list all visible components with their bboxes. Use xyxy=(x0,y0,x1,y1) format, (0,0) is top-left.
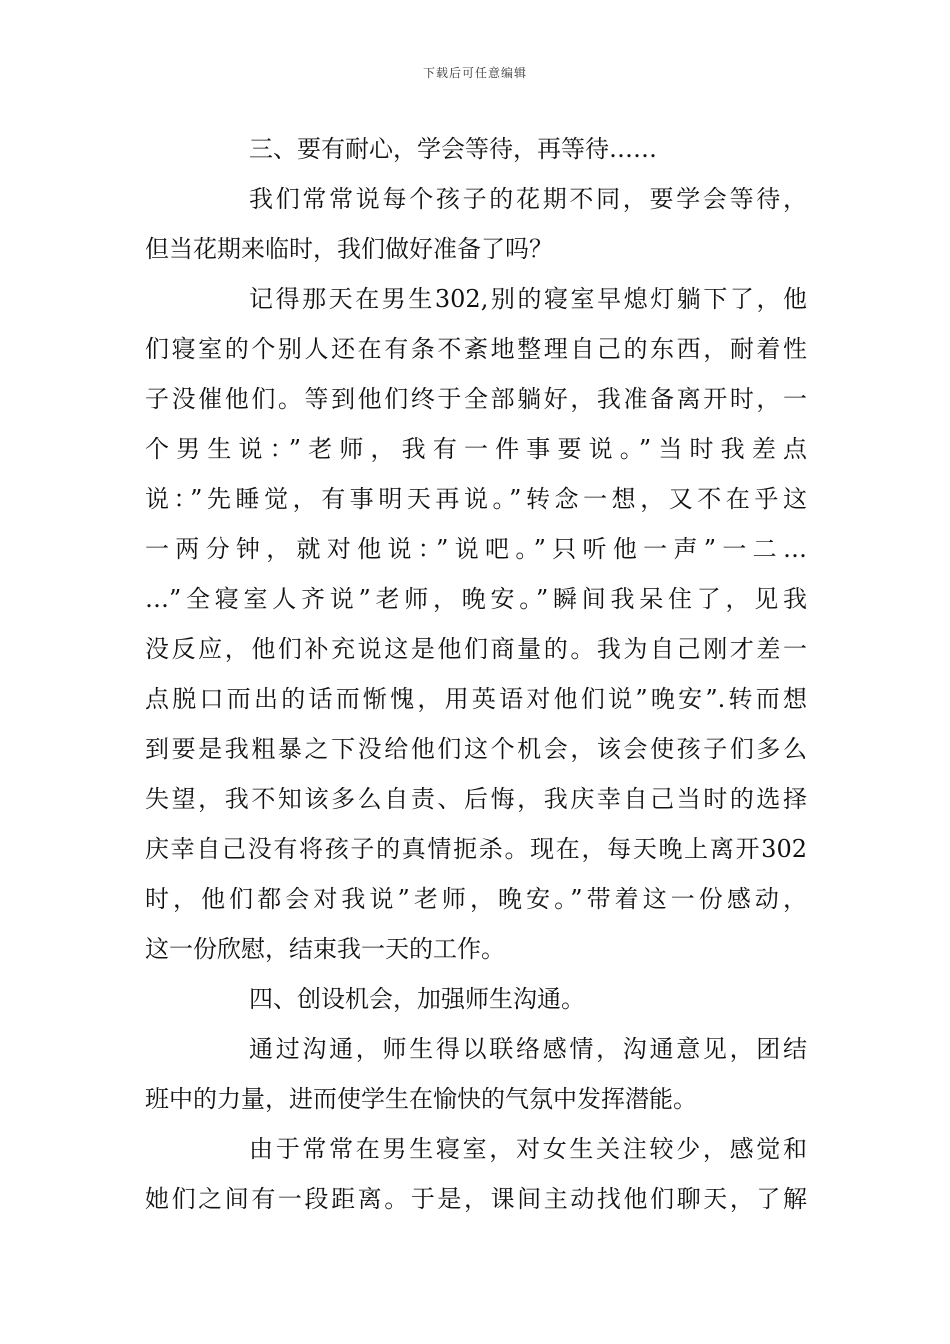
text-line: 说：”先睡觉，有事明天再说。”转念一想，又不在乎这 xyxy=(145,485,807,513)
page-header: 下载后可任意编辑 xyxy=(422,66,527,80)
text-line: 四、创设机会，加强师生沟通。 xyxy=(249,985,585,1013)
text-line: 没反应，他们补充说这是他们商量的。我为自己刚才差一 xyxy=(145,635,807,663)
text-line: 时，他们都会对我说”老师，晚安。”带着这一份感动， xyxy=(145,885,807,913)
body-text xyxy=(145,124,807,1224)
text-line: 个男生说：”老师，我有一件事要说。”当时我差点 xyxy=(145,435,807,463)
text-line: 三、要有耐心，学会等待，再等待…… xyxy=(249,135,657,163)
text-line: 由于常常在男生寝室，对女生关注较少，感觉和 xyxy=(249,1135,807,1163)
text-line: 我们常常说每个孩子的花期不同，要学会等待， xyxy=(249,185,807,213)
text-line: 一两分钟，就对他说：”说吧。”只听他一声”一二… xyxy=(145,535,807,563)
text-line: 她们之间有一段距离。于是，课间主动找他们聊天，了解 xyxy=(145,1185,807,1213)
text-line: 但当花期来临时，我们做好准备了吗？ xyxy=(145,235,553,263)
text-line: 庆幸自己没有将孩子的真情扼杀。现在，每天晚上离开302 xyxy=(145,835,807,863)
text-line: 这一份欣慰，结束我一天的工作。 xyxy=(145,935,505,963)
text-line: 记得那天在男生302,别的寝室早熄灯躺下了，他 xyxy=(249,285,807,313)
text-line: 失望，我不知该多么自责、后悔，我庆幸自己当时的选择 xyxy=(145,785,807,813)
text-line: 通过沟通，师生得以联络感情，沟通意见，团结 xyxy=(249,1035,807,1063)
text-line: …”全寝室人齐说”老师，晚安。”瞬间我呆住了，见我 xyxy=(145,585,807,613)
text-line: 们寝室的个别人还在有条不紊地整理自己的东西，耐着性 xyxy=(145,335,807,363)
text-line: 子没催他们。等到他们终于全部躺好，我准备离开时，一 xyxy=(145,385,807,413)
text-line: 点脱口而出的话而惭愧，用英语对他们说”晚安”.转而想 xyxy=(145,685,807,713)
text-line: 到要是我粗暴之下没给他们这个机会，该会使孩子们多么 xyxy=(145,735,807,763)
text-line: 班中的力量，进而使学生在愉快的气氛中发挥潜能。 xyxy=(145,1085,697,1113)
